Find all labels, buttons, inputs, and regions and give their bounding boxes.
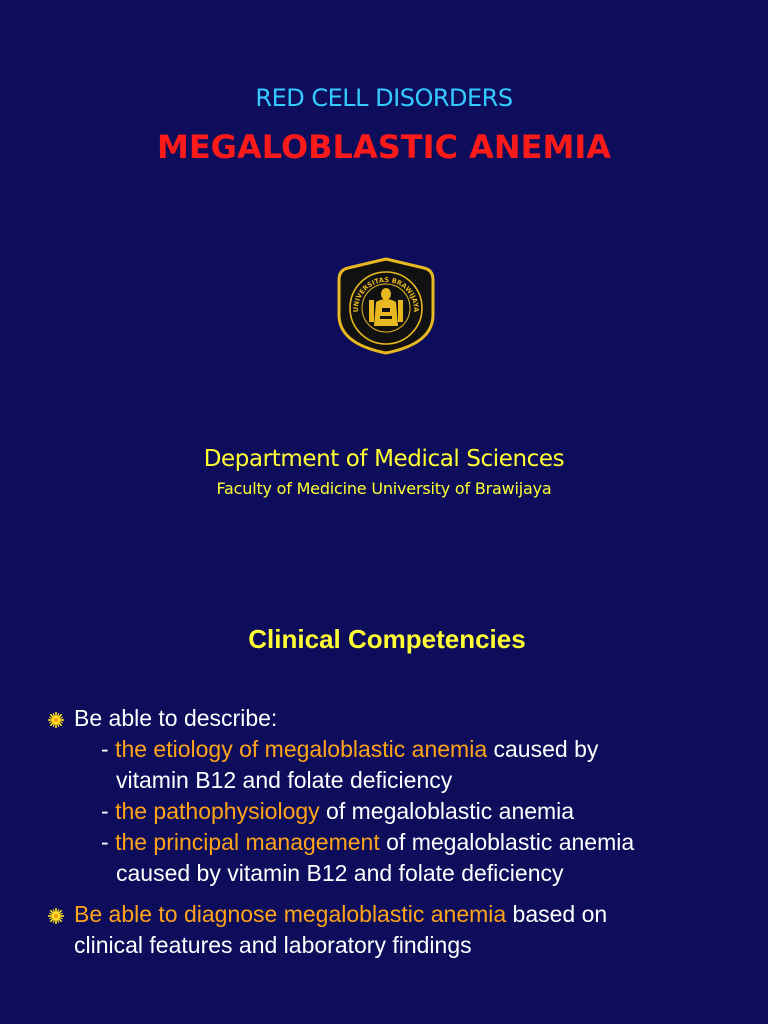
seal-lettering: UNIVERSITAS BRAWIJAYA bbox=[351, 275, 421, 313]
slide-subtitle: RED CELL DISORDERS bbox=[255, 84, 513, 112]
slide-title: MEGALOBLASTIC ANEMIA bbox=[156, 128, 612, 166]
section-heading: Clinical Competencies bbox=[248, 624, 526, 654]
bullet-line: - the etiology of megaloblastic anemia caused by bbox=[101, 736, 599, 762]
bullet-line: clinical features and laboratory findings bbox=[74, 932, 472, 958]
bullet-line: - the principal management of megaloblastic anemia bbox=[101, 829, 635, 855]
bullet-line: Be able to describe: bbox=[74, 705, 278, 731]
bullet-line: caused by vitamin B12 and folate deficiency bbox=[116, 860, 564, 886]
bullet-line: vitamin B12 and folate deficiency bbox=[116, 767, 453, 793]
bullet-line: - the pathophysiology of megaloblastic anemia bbox=[101, 798, 575, 824]
department-title: Department of Medical Sciences bbox=[203, 446, 565, 472]
university-seal-icon bbox=[336, 256, 436, 356]
sunburst-bullet-icon bbox=[48, 712, 64, 728]
sunburst-bullet-icon bbox=[48, 908, 64, 924]
bullet-line: Be able to diagnose megaloblastic anemia based on bbox=[74, 901, 608, 927]
faculty-name: Faculty of Medicine University of Brawijaya bbox=[216, 479, 552, 498]
